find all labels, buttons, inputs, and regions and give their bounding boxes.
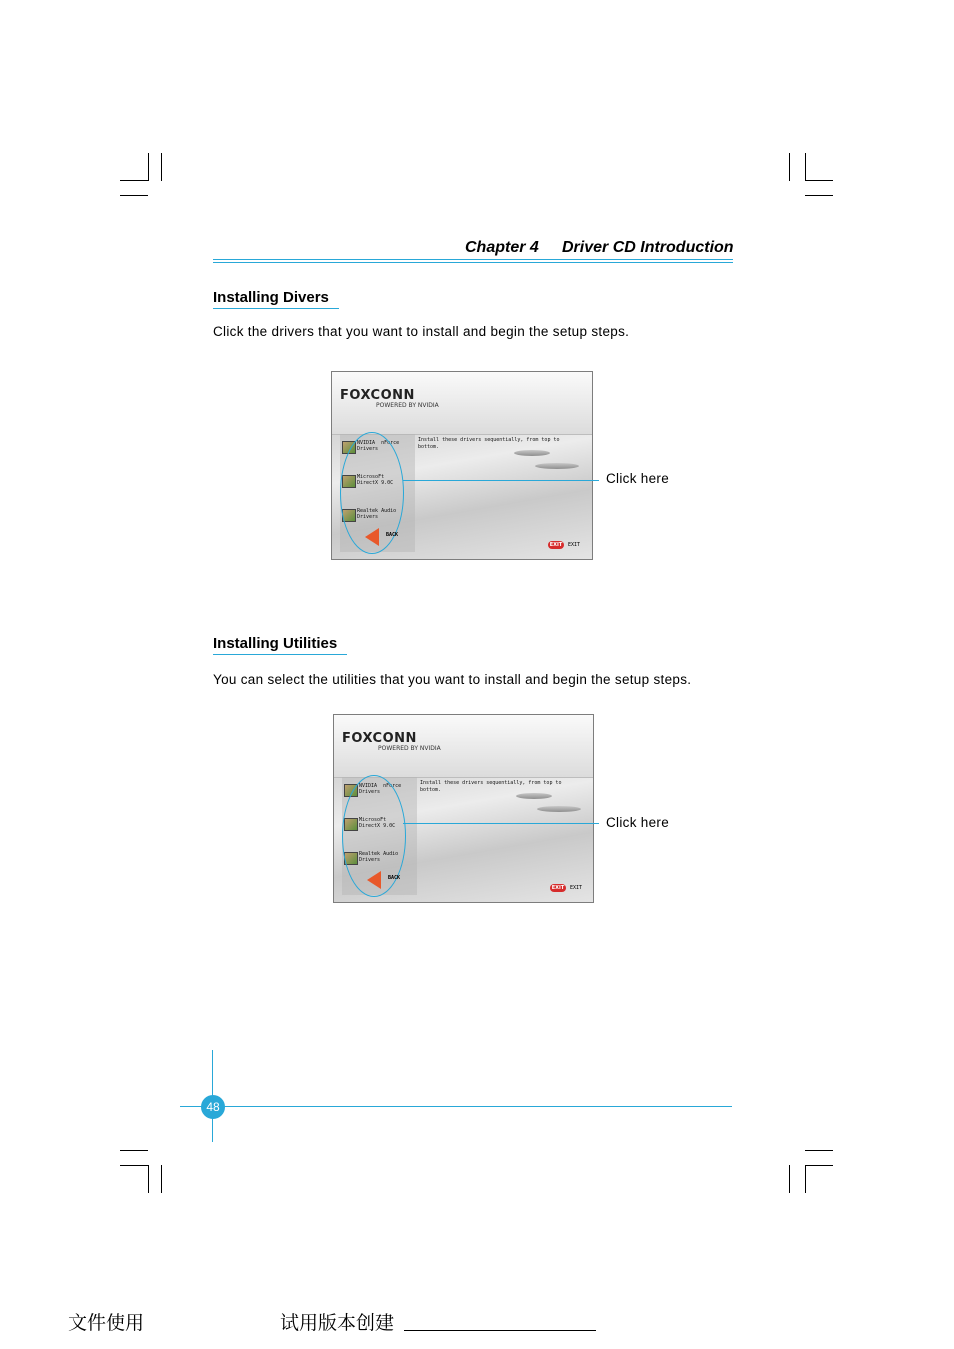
header-rule <box>213 259 733 260</box>
callout-line <box>403 480 599 481</box>
crop-mark <box>120 180 148 181</box>
decor-pill <box>514 450 550 456</box>
crop-mark <box>120 1150 148 1151</box>
callout-click-here: Click here <box>606 471 670 486</box>
driver-item-label: MicrosoFt DirectX 9.0C <box>357 474 394 486</box>
crop-mark <box>805 153 806 181</box>
chapter-title: Driver CD Introduction <box>562 239 734 256</box>
crop-mark <box>805 1165 806 1193</box>
section-text-utilities: You can select the utilities that you want to install and begin the setup steps. <box>213 672 692 687</box>
crop-mark <box>805 180 833 181</box>
crop-mark <box>148 153 149 181</box>
exit-button[interactable]: EXIT <box>549 542 563 548</box>
utilities-cd-screenshot <box>333 714 594 903</box>
exit-label: EXIT <box>570 885 583 891</box>
crop-mark <box>120 195 148 196</box>
crop-mark <box>161 1165 162 1193</box>
section-title-drivers: Installing Divers <box>213 289 329 306</box>
logo-subtitle: POWERED BY NVIDIA <box>376 402 439 409</box>
decor-pill <box>537 806 581 812</box>
section-underline <box>213 308 339 309</box>
driver-item-label: MicrosoFt DirectX 9.0C <box>359 817 396 829</box>
driver-item-label: NVIDIA nForce Drivers <box>357 440 400 452</box>
logo-subtitle: POWERED BY NVIDIA <box>378 745 441 752</box>
install-description: Install these drivers sequentially, from top to bottom. <box>420 780 562 793</box>
crop-mark <box>805 1165 833 1166</box>
crop-mark <box>805 1150 833 1151</box>
section-underline <box>213 654 347 655</box>
foxconn-logo: FOXCONN <box>340 388 415 403</box>
decor-pill <box>516 793 552 799</box>
callout-click-here: Click here <box>606 815 670 830</box>
back-arrow-icon[interactable] <box>365 528 379 546</box>
callout-line <box>403 823 599 824</box>
exit-button[interactable]: EXIT <box>551 885 565 891</box>
exit-label: EXIT <box>568 542 581 548</box>
crop-mark <box>789 153 790 181</box>
driver-item-label: Realtek Audio Drivers <box>359 851 399 863</box>
footer-right-text: 试用版本创建 <box>280 1312 395 1334</box>
section-text-drivers: Click the drivers that you want to install and begin the setup steps. <box>213 324 630 339</box>
decor-pill <box>535 463 579 469</box>
foxconn-logo: FOXCONN <box>342 731 417 746</box>
back-arrow-icon[interactable] <box>367 871 381 889</box>
footer-underline <box>404 1330 596 1331</box>
crop-mark <box>120 1165 148 1166</box>
back-label: BACK <box>388 875 401 881</box>
page-marker-hline <box>180 1106 732 1107</box>
footer-left-text: 文件使用 <box>68 1312 145 1334</box>
install-description: Install these drivers sequentially, from top to bottom. <box>418 437 560 450</box>
header-rule <box>213 262 733 263</box>
driver-item-label: NVIDIA nForce Drivers <box>359 783 402 795</box>
driver-cd-screenshot <box>331 371 593 560</box>
crop-mark <box>805 195 833 196</box>
page-number: 48 <box>201 1095 225 1119</box>
crop-mark <box>148 1165 149 1193</box>
crop-mark <box>789 1165 790 1193</box>
driver-item-label: Realtek Audio Drivers <box>357 508 397 520</box>
section-title-utilities: Installing Utilities <box>213 635 338 652</box>
crop-mark <box>161 153 162 181</box>
chapter-label: Chapter 4 <box>465 239 539 256</box>
back-label: BACK <box>386 532 399 538</box>
